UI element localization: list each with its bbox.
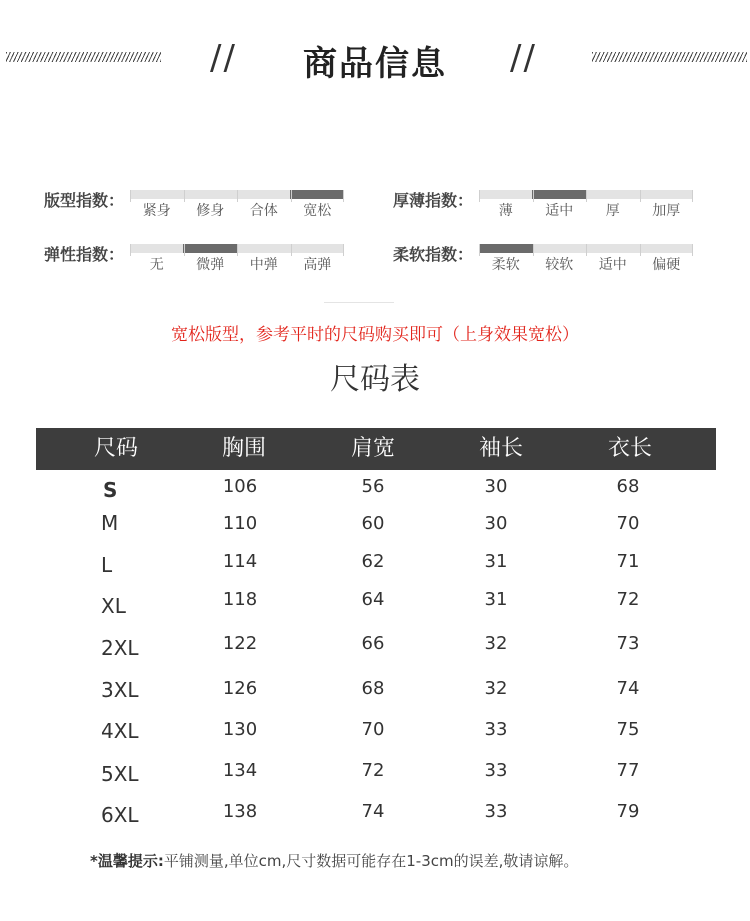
- column-header-size: 尺码: [93, 436, 138, 461]
- shoulder-cell: 74: [361, 801, 385, 822]
- table-row: [0, 760, 750, 790]
- length-cell: 70: [616, 513, 640, 534]
- table-row: [0, 513, 750, 543]
- shoulder-cell: 60: [361, 513, 385, 534]
- column-header-shoulder: 肩宽: [350, 436, 395, 461]
- length-cell: 68: [616, 476, 640, 497]
- tip-label: *温馨提示:: [90, 852, 164, 870]
- sleeve-cell: 31: [484, 589, 508, 610]
- chest-cell: 110: [222, 513, 258, 534]
- length-cell: 71: [616, 551, 640, 572]
- size-table-header: [36, 428, 716, 470]
- indicator-option: 适中: [533, 201, 587, 221]
- indicator-options: [130, 255, 344, 275]
- size-cell: L: [101, 553, 113, 577]
- indicator-option: 加厚: [640, 201, 694, 221]
- sleeve-cell: 32: [484, 678, 508, 699]
- table-row: [0, 801, 750, 831]
- sleeve-cell: 31: [484, 551, 508, 572]
- indicator-options: [479, 255, 693, 275]
- sleeve-cell: 32: [484, 633, 508, 654]
- chest-cell: 134: [222, 760, 258, 781]
- indicator-option: 薄: [479, 201, 533, 221]
- shoulder-cell: 66: [361, 633, 385, 654]
- shoulder-cell: 56: [361, 476, 385, 497]
- fit-notice: 宽松版型，参考平时的尺码购买即可（上身效果宽松）: [171, 325, 579, 345]
- column-header-chest: 胸围: [221, 436, 266, 461]
- chest-cell: 126: [222, 678, 258, 699]
- indicator-fill: [479, 244, 533, 253]
- table-row: [0, 633, 750, 663]
- page-title: 商品信息: [303, 44, 447, 84]
- indicator-option: 无: [130, 255, 184, 275]
- size-cell: XL: [101, 594, 126, 618]
- shoulder-cell: 72: [361, 760, 385, 781]
- length-cell: 75: [616, 719, 640, 740]
- sleeve-cell: 30: [484, 513, 508, 534]
- chest-cell: 122: [222, 633, 258, 654]
- shoulder-cell: 68: [361, 678, 385, 699]
- tip-text: 平铺测量,单位cm,尺寸数据可能存在1-3cm的误差,敬请谅解。: [163, 852, 579, 870]
- chest-cell: 118: [222, 589, 258, 610]
- size-chart-title: 尺码表: [330, 362, 420, 397]
- length-cell: 73: [616, 633, 640, 654]
- table-row: [0, 719, 750, 749]
- sleeve-cell: 33: [484, 719, 508, 740]
- indicator-option: 合体: [237, 201, 291, 221]
- size-cell: 6XL: [101, 803, 139, 827]
- sleeve-cell: 30: [484, 476, 508, 497]
- title-mark-left: //: [210, 38, 237, 78]
- indicator-fill: [532, 190, 586, 199]
- size-cell: 4XL: [101, 719, 139, 743]
- size-cell: S: [103, 478, 118, 502]
- indicator-option: 微弹: [184, 255, 238, 275]
- indicator-option: 紧身: [130, 201, 184, 221]
- indicator-option: 厚: [586, 201, 640, 221]
- indicator-fill: [183, 244, 237, 253]
- size-cell: 3XL: [101, 678, 139, 702]
- indicator-options: [479, 201, 693, 221]
- indicator-option: 偏硬: [640, 255, 694, 275]
- shoulder-cell: 64: [361, 589, 385, 610]
- chest-cell: 114: [222, 551, 258, 572]
- chest-cell: 130: [222, 719, 258, 740]
- length-cell: 72: [616, 589, 640, 610]
- shoulder-cell: 62: [361, 551, 385, 572]
- chest-cell: 106: [222, 476, 258, 497]
- measurement-tip: [90, 850, 578, 871]
- column-header-sleeve: 袖长: [478, 436, 523, 461]
- title-mark-right: //: [510, 38, 537, 78]
- size-cell: M: [101, 511, 119, 535]
- chest-cell: 138: [222, 801, 258, 822]
- column-header-length: 衣长: [607, 436, 652, 461]
- length-cell: 79: [616, 801, 640, 822]
- indicator-label: 柔软指数：: [393, 245, 474, 264]
- indicator-options: [130, 201, 344, 221]
- indicator-option: 适中: [586, 255, 640, 275]
- indicator-option: 修身: [184, 201, 238, 221]
- length-cell: 77: [616, 760, 640, 781]
- indicator-fill: [290, 190, 344, 199]
- table-row: [0, 551, 750, 581]
- indicator-option: 高弹: [291, 255, 345, 275]
- indicator-label: 版型指数：: [44, 191, 125, 210]
- shoulder-cell: 70: [361, 719, 385, 740]
- sleeve-cell: 33: [484, 801, 508, 822]
- table-row: [0, 476, 750, 506]
- size-cell: 5XL: [101, 762, 139, 786]
- indicator-option: 较软: [533, 255, 587, 275]
- indicator-label: 弹性指数：: [44, 245, 125, 264]
- indicator-label: 厚薄指数：: [393, 191, 474, 210]
- table-row: [0, 589, 750, 619]
- sleeve-cell: 33: [484, 760, 508, 781]
- length-cell: 74: [616, 678, 640, 699]
- table-row: [0, 678, 750, 708]
- indicator-option: 宽松: [291, 201, 345, 221]
- indicator-option: 中弹: [237, 255, 291, 275]
- indicator-option: 柔软: [479, 255, 533, 275]
- divider: [324, 302, 394, 303]
- size-cell: 2XL: [101, 636, 139, 660]
